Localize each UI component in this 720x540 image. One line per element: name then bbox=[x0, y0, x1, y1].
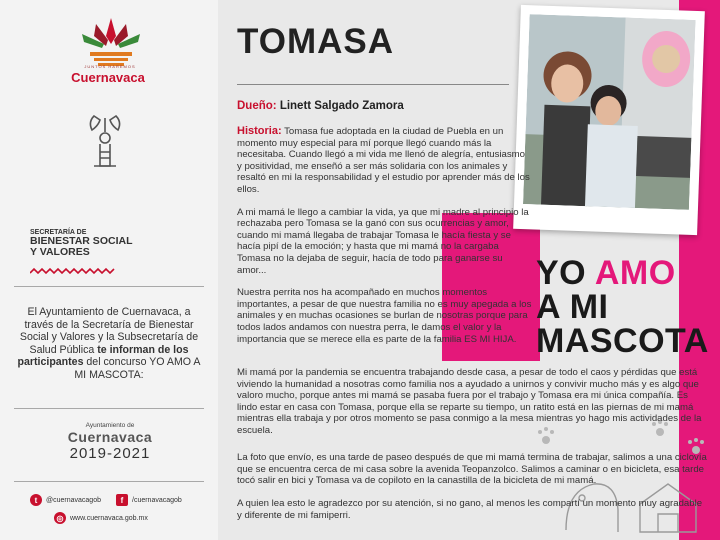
facebook-link[interactable] bbox=[116, 494, 182, 506]
historia-label: Historia: bbox=[237, 125, 282, 137]
divider bbox=[14, 481, 204, 482]
website-url: www.cuernavaca.gob.mx bbox=[70, 514, 148, 522]
facebook-icon: f bbox=[116, 494, 128, 506]
paragraph-1-text: Tomasa fue adoptada en la ciudad de Puebla en un momento muy especial para mí porque llegó cuando más la necesitaba. Cuando llegó a mi vida me llenó de alegría, entusiasmo y positividad, me enseñó a ser más solidaria con los animales y resaltó en mi la responsabilidad y el estudio por aprender más de los ellos. bbox=[237, 126, 530, 195]
slogan bbox=[536, 256, 709, 358]
paragraph-6: A quien lea esto le agradezco por su atención, si no gano, al menos les compartí un momento muy agradable y diferente de mi famiperri. bbox=[237, 498, 703, 521]
pet-photo bbox=[513, 5, 705, 235]
aztec-glyph-icon bbox=[80, 108, 130, 172]
zigzag-pattern-icon bbox=[30, 267, 116, 275]
secretaria-line2: BIENESTAR SOCIAL bbox=[30, 235, 133, 247]
divider bbox=[14, 408, 204, 409]
announcement-text bbox=[14, 306, 204, 381]
owner-line bbox=[237, 100, 404, 112]
paragraph-2: A mi mamá le llego a cambiar la vida, ya que mi madre al principio la rechazaba pero Tomasa se la ganó con sus ocurrencias y amor, cuando mi mamá llegaba de trabajar Tomasa le hacía fiesta y se hacía pipí de la emoción; y hasta que mi mamá no la cargaba Tomasa no la dejaba de seguir, hacía de todo para ganarse su amor... bbox=[237, 206, 529, 276]
slogan-line3: MASCOTA bbox=[536, 322, 709, 360]
paragraph-1 bbox=[237, 126, 532, 196]
story-column bbox=[237, 126, 532, 356]
facebook-handle: /cuernavacagob bbox=[132, 496, 182, 504]
logo-subtext: JUNTOS HAREMOS bbox=[84, 64, 136, 69]
paragraph-5: La foto que envío, es una tarde de paseo después de que mi mamá termina de trabajar, salimos a una ciclovía que se encuentra cerca de mi casa sobre la avenida Teopanzolco. Salimos a caminar o en bicicleta, esa tarde tocó salir en bici y Tomasa va de copiloto en la canastilla de la bicicleta de mi mamá. bbox=[237, 452, 707, 487]
divider bbox=[14, 286, 204, 287]
secretaria-line3: Y VALORES bbox=[30, 246, 90, 258]
twitter-handle: @cuernavacagob bbox=[46, 496, 101, 504]
secretaria-line1: SECRETARÍA DE bbox=[30, 229, 87, 236]
photo-scene-icon bbox=[523, 14, 696, 210]
paragraph-3: Nuestra perrita nos ha acompañado en muchos momentos importantes, a pesar de que nuestra familia no es muy apegada a los animales y en muchas ocasiones se burlan de nosotras porque para todos lados andamos con nuestra perra, le damos el valor y la importancia que se merece ella es parte de la familia ES MI HIJA. bbox=[237, 287, 532, 345]
ayuntamiento-years: 2019-2021 bbox=[69, 445, 151, 462]
main-content bbox=[218, 0, 720, 540]
owner-name: Linett Salgado Zamora bbox=[279, 100, 404, 112]
twitter-link[interactable] bbox=[30, 494, 101, 506]
slogan-yo: YO bbox=[536, 254, 595, 292]
website-link[interactable] bbox=[54, 512, 148, 524]
ayuntamiento-line2: Cuernavaca bbox=[67, 429, 153, 445]
slogan-line1 bbox=[536, 256, 709, 290]
twitter-icon: t bbox=[30, 494, 42, 506]
logo-text: Cuernavaca bbox=[71, 70, 145, 85]
paragraph-4: Mi mamá por la pandemia se encuentra trabajando desde casa, a pesar de todo el caos y pérdidas que está viviendo la humanidad a nosotras como familia nos a ayudado a unirnos y convivir mucho más y es algo que valoro mucho, porque antes mi mamá se pasaba fuera por el trabajo y Tomasa era mi única compañía. Es lindo estar en casa con Tomasa, porque ella se reparte su tiempo, un ratito está en las piernas de mi mamá mientras ella trabaja y por otros momento se pasa conmigo a la mesa mientras yo hago mis actividades de la escuela. bbox=[237, 367, 702, 436]
announce-part-b: te informan de los participantes bbox=[17, 343, 189, 368]
pet-name-title: TOMASA bbox=[237, 22, 395, 61]
photo-image bbox=[523, 14, 696, 210]
announce-part-a: El Ayuntamiento de Cuernavaca, a través de la Secretaría de Bienestar Social y Valores y la Subsecretaría de Salud Pública bbox=[19, 306, 199, 356]
ayuntamiento-block bbox=[40, 422, 180, 462]
title-divider bbox=[237, 84, 509, 85]
announce-part-c: del concurso YO AMO A MI MASCOTA: bbox=[74, 356, 201, 381]
ayuntamiento-line1: Ayuntamiento de bbox=[85, 422, 135, 429]
slogan-amo: AMO bbox=[594, 254, 676, 292]
sidebar bbox=[0, 0, 218, 540]
owner-label: Dueño: bbox=[237, 100, 277, 112]
secretaria-label bbox=[30, 229, 210, 258]
slogan-line2: A MI bbox=[536, 288, 609, 326]
globe-icon: ◎ bbox=[54, 512, 66, 524]
